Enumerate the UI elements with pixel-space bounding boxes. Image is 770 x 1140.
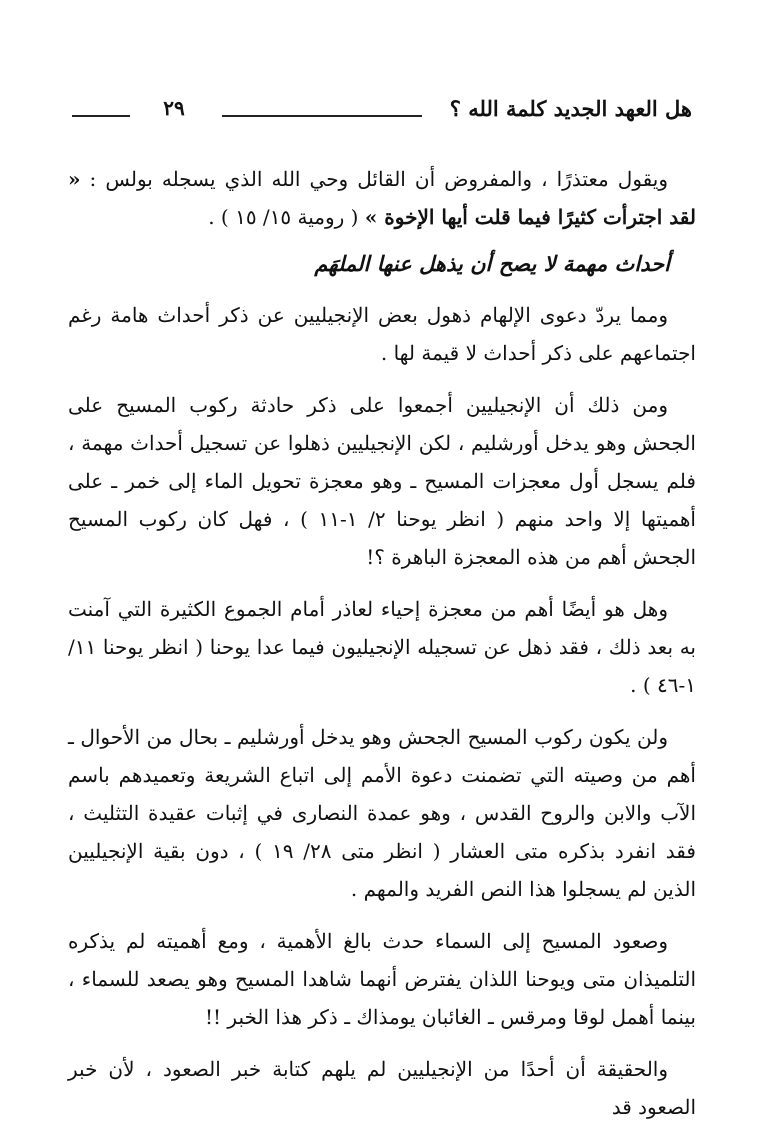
paragraph-3: ومن ذلك أن الإنجيليين أجمعوا على ذكر حادثة ركوب المسيح على الجحش وهو يدخل أورشليم ، لكن الإنجيليين ذهلوا عن تسجيل أحداث مهمة ، فلم يسجل أول معجزات المسيح ـ وهو معجزة تحويل الماء إلى خمر ـ على أهميتها إلا واحد منهم ( انظر يوحنا ٢/ ١-١١ ) ، فهل كان ركوب المسيح الجحش أهم من هذه المعجزة الباهرة ؟! <box>68 393 696 569</box>
page-body <box>68 160 696 1140</box>
paragraph-7: والحقيقة أن أحدًا من الإنجيليين لم يلهم كتابة خبر الصعود ، لأن خبر الصعود قد <box>68 1057 696 1119</box>
header-rule-short <box>72 115 130 117</box>
page-number: ٢٩ <box>163 96 185 120</box>
book-title: هل العهد الجديد كلمة الله ؟ <box>449 96 692 121</box>
paragraph-6: وصعود المسيح إلى السماء حدث بالغ الأهمية ، ومع أهميته لم يذكره التلميذان متى ويوحنا اللذان يفترض أنهما شاهدا المسيح وهو يصعد للسماء ، بينما أهمل لوقا ومرقس ـ الغائبان يومذاك ـ ذكر هذا الخبر !! <box>68 929 696 1029</box>
paragraph-1-citation: ( رومية ١٥/ ١٥ ) . <box>208 205 365 229</box>
paragraph-2: ومما يردّ دعوى الإلهام ذهول بعض الإنجيليين عن ذكر أحداث هامة رغم اجتماعهم على ذكر أحداث لا قيمة لها . <box>68 303 696 365</box>
running-header <box>72 92 692 132</box>
paragraph-1-text: ويقول معتذرًا ، والمفروض أن القائل وحي الله الذي يسجله بولس : <box>80 167 668 191</box>
section-heading: أحداث مهمة لا يصح أن يذهل عنها الملهَم <box>314 251 670 276</box>
paragraph-5: ولن يكون ركوب المسيح الجحش وهو يدخل أورشليم ـ بحال من الأحوال ـ أهم من وصيته التي تضمنت دعوة الأمم إلى اتباع الشريعة وتعميدهم باسم الآب والابن والروح القدس ، وهو عمدة النصارى في إثبات عقيدة التثليث ، فقد انفرد بذكره متى العشار ( انظر متى ٢٨/ ١٩ ) ، دون بقية الإنجيليين الذين لم يسجلوا هذا النص الفريد والمهم . <box>68 725 696 901</box>
paragraph-4: وهل هو أيضًا أهم من معجزة إحياء لعاذر أمام الجموع الكثيرة التي آمنت به بعد ذلك ، فقد ذهل عن تسجيله الإنجيليون فيما عدا يوحنا ( انظر يوحنا ١١/ ١-٤٦ ) . <box>68 597 696 697</box>
quote-romans: « لقد اجترأت كثيرًا فيما قلت أيها الإخوة » <box>68 167 696 229</box>
paragraph-1 <box>68 160 696 236</box>
header-rule <box>222 115 422 117</box>
